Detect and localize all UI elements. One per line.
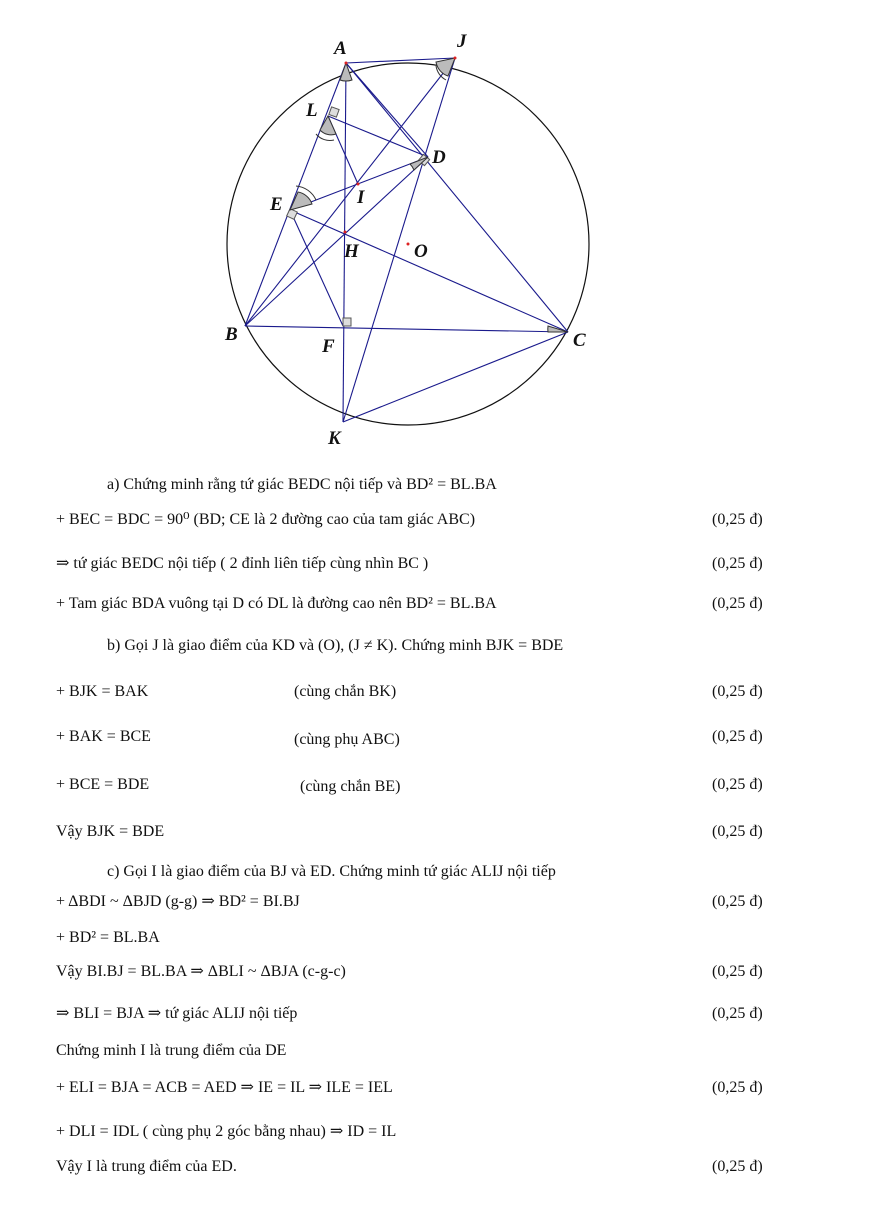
b-step-2-note: (cùng phụ ABC) [294,731,400,748]
score-a3: (0,25 đ) [712,595,763,612]
b-step-3: + BCE = BDE [56,776,150,793]
geometry-figure [0,0,882,460]
score-c3: (0,25 đ) [712,963,763,980]
label-k: K [328,428,341,449]
label-c: C [573,330,586,351]
label-j: J [457,31,467,52]
label-h: H [344,241,359,262]
score-c8: (0,25 đ) [712,1158,763,1175]
b-step-3-note: (cùng chắn BE) [300,778,401,795]
label-e: E [270,194,283,215]
score-a1: (0,25 đ) [712,511,763,528]
c-step-7: + DLI = IDL ( cùng phụ 2 góc bằng nhau) ⇒ ID = IL [56,1123,397,1140]
score-a2: (0,25 đ) [712,555,763,572]
c-conclusion: Vậy I là trung điểm của ED. [56,1158,237,1175]
score-b2: (0,25 đ) [712,728,763,745]
score-c1: (0,25 đ) [712,893,763,910]
score-b1: (0,25 đ) [712,683,763,700]
a-step-1: + BEC = BDC = 90⁰ (BD; CE là 2 đường cao của tam giác ABC) [56,511,476,528]
label-i: I [357,187,365,208]
c-step-1: + ΔBDI ~ ΔBJD (g-g) ⇒ BD² = BI.BJ [56,893,300,910]
c-step-3: Vậy BI.BJ = BL.BA ⇒ ΔBLI ~ ΔBJA (c-g-c) [56,963,346,980]
c-step-2: + BD² = BL.BA [56,929,160,946]
part-b-heading: b) Gọi J là giao điểm của KD và (O), (J ≠ K). Chứng minh BJK = BDE [107,637,564,654]
label-d: D [432,147,446,168]
a-step-3: + Tam giác BDA vuông tại D có DL là đường cao nên BD² = BL.BA [56,595,497,612]
score-c6: (0,25 đ) [712,1079,763,1096]
label-f: F [322,336,335,357]
label-l: L [306,100,318,121]
score-b4: (0,25 đ) [712,823,763,840]
label-o: O [414,241,428,262]
b-step-1: + BJK = BAK [56,683,149,700]
part-c-heading: c) Gọi I là giao điểm của BJ và ED. Chứng minh tứ giác ALIJ nội tiếp [107,863,556,880]
b-step-1-note: (cùng chắn BK) [294,683,397,700]
a-step-2: ⇒ tứ giác BEDC nội tiếp ( 2 đỉnh liên tiếp cùng nhìn BC ) [56,555,429,572]
label-b: B [225,324,238,345]
score-b3: (0,25 đ) [712,776,763,793]
c-step-6: + ELI = BJA = ACB = AED ⇒ IE = IL ⇒ ILE = IEL [56,1079,393,1096]
part-a-heading: a) Chứng minh rằng tứ giác BEDC nội tiếp và BD² = BL.BA [107,476,497,493]
label-a: A [334,38,347,59]
c-subheading: Chứng minh I là trung điểm của DE [56,1042,287,1059]
b-conclusion: Vậy BJK = BDE [56,823,165,840]
b-step-2: + BAK = BCE [56,728,151,745]
score-c4: (0,25 đ) [712,1005,763,1022]
c-step-4: ⇒ BLI = BJA ⇒ tứ giác ALIJ nội tiếp [56,1005,298,1022]
